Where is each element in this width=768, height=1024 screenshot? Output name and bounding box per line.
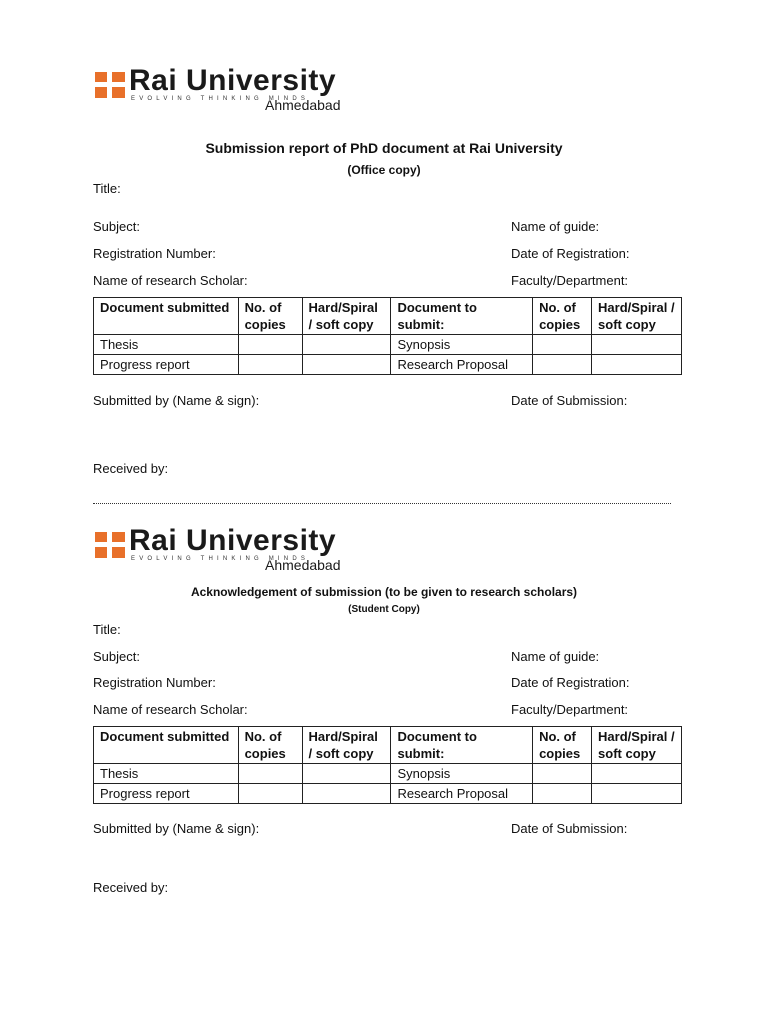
table-cell[interactable] (533, 764, 592, 784)
office-submission-table (93, 297, 682, 375)
logo-name: Rai University (129, 524, 337, 557)
table-header-cell: Document to submit: (391, 298, 533, 335)
office-title-label: Title: (93, 181, 121, 196)
table-header-cell: No. of copies (533, 298, 592, 335)
table-cell: Research Proposal (391, 355, 533, 375)
table-row (94, 355, 682, 375)
logo-cross-icon (95, 72, 125, 98)
table-cell[interactable] (533, 784, 592, 804)
student-received-by-label: Received by: (93, 880, 169, 895)
table-cell[interactable] (592, 764, 682, 784)
logo-cross-icon (95, 532, 125, 558)
table-header-row (94, 298, 682, 335)
student-title: Acknowledgement of submission (to be given to research scholars) (190, 585, 578, 599)
table-cell[interactable] (302, 335, 391, 355)
student-title-label: Title: (93, 622, 121, 637)
cut-line-divider (93, 503, 671, 504)
table-row (94, 764, 682, 784)
student-submission-table (93, 726, 682, 804)
table-cell: Research Proposal (391, 784, 533, 804)
office-reg-date-label: Date of Registration: (511, 246, 630, 261)
table-cell[interactable] (592, 784, 682, 804)
office-scholar-label: Name of research Scholar: (93, 273, 248, 288)
table-cell: Synopsis (391, 764, 533, 784)
logo-name: Rai University (129, 64, 337, 97)
table-row (94, 784, 682, 804)
university-logo (95, 524, 367, 578)
office-date-submission-label: Date of Submission: (511, 393, 628, 408)
table-header-cell: Hard/Spiral / soft copy (592, 727, 682, 764)
table-cell: Progress report (94, 784, 239, 804)
table-cell[interactable] (238, 335, 302, 355)
table-header-cell: No. of copies (238, 727, 302, 764)
table-row (94, 335, 682, 355)
student-scholar-label: Name of research Scholar: (93, 702, 248, 717)
office-subtitle: (Office copy) (347, 163, 421, 177)
table-header-cell: No. of copies (533, 727, 592, 764)
table-cell[interactable] (238, 784, 302, 804)
office-received-by-label: Received by: (93, 461, 169, 476)
office-subject-label: Subject: (93, 219, 140, 234)
table-header-cell: No. of copies (238, 298, 302, 335)
table-header-cell: Hard/Spiral / soft copy (592, 298, 682, 335)
logo-city: Ahmedabad (265, 557, 341, 573)
university-logo (95, 64, 367, 118)
student-subject-label: Subject: (93, 649, 140, 664)
table-cell[interactable] (302, 764, 391, 784)
table-cell[interactable] (302, 355, 391, 375)
logo-tagline: EVOLVING THINKING MINDS (131, 556, 310, 562)
table-header-row (94, 727, 682, 764)
office-guide-label: Name of guide: (511, 219, 600, 234)
table-cell: Thesis (94, 335, 239, 355)
student-reg-number-label: Registration Number: (93, 675, 216, 690)
table-cell[interactable] (592, 355, 682, 375)
office-title: Submission report of PhD document at Rai University (205, 140, 563, 156)
table-header-cell: Document to submit: (391, 727, 533, 764)
table-cell: Synopsis (391, 335, 533, 355)
logo-tagline: EVOLVING THINKING MINDS (131, 96, 310, 102)
table-cell: Progress report (94, 355, 239, 375)
table-cell[interactable] (238, 764, 302, 784)
office-faculty-label: Faculty/Department: (511, 273, 629, 288)
table-header-cell: Hard/Spiral / soft copy (302, 727, 391, 764)
office-reg-number-label: Registration Number: (93, 246, 216, 261)
table-cell[interactable] (592, 335, 682, 355)
table-cell: Thesis (94, 764, 239, 784)
logo-city: Ahmedabad (265, 97, 341, 113)
student-submitted-by-label: Submitted by (Name & sign): (93, 821, 260, 836)
table-header-cell: Hard/Spiral / soft copy (302, 298, 391, 335)
student-subtitle: (Student Copy) (348, 604, 420, 615)
student-faculty-label: Faculty/Department: (511, 702, 629, 717)
office-submitted-by-label: Submitted by (Name & sign): (93, 393, 260, 408)
student-reg-date-label: Date of Registration: (511, 675, 630, 690)
table-header-cell: Document submitted (94, 727, 239, 764)
student-date-submission-label: Date of Submission: (511, 821, 628, 836)
table-cell[interactable] (238, 355, 302, 375)
student-guide-label: Name of guide: (511, 649, 600, 664)
table-header-cell: Document submitted (94, 298, 239, 335)
table-cell[interactable] (302, 784, 391, 804)
table-cell[interactable] (533, 355, 592, 375)
table-cell[interactable] (533, 335, 592, 355)
